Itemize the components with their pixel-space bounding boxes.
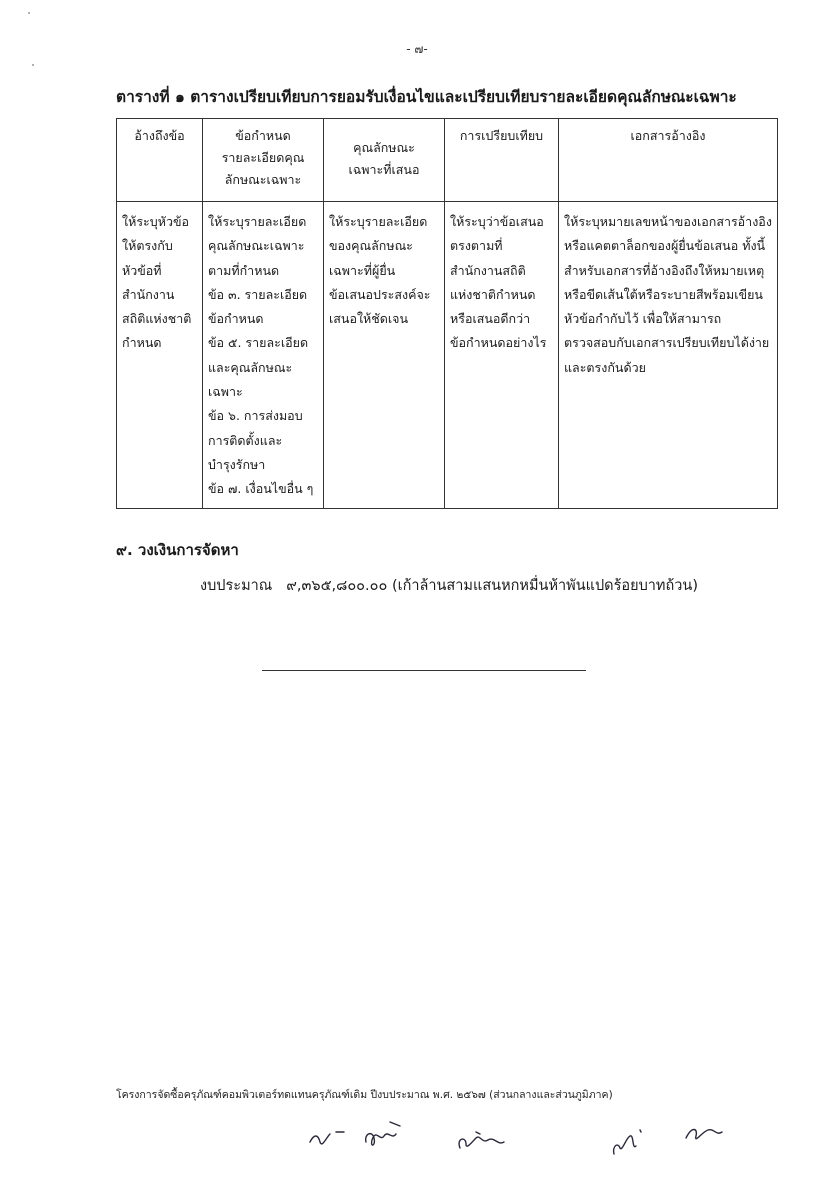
header-text-line: การเปรียบเทียบ [459, 128, 544, 143]
cell-text-line: ตามที่กำหนด [208, 262, 280, 278]
signatures-image [300, 1112, 740, 1162]
committee-signatures [300, 1112, 740, 1162]
header-text-line: อ้างถึงข้อ [134, 128, 185, 143]
cell-text-line: ให้ระบุว่าข้อเสนอ [450, 214, 544, 229]
cell-text-line: หรือขีดเส้นใต้หรือระบายสีพร้อมเขียน [564, 286, 763, 302]
section-heading: ๙. วงเงินการจัดหา [116, 541, 239, 559]
table-header-row [117, 119, 778, 202]
scan-speck [32, 64, 34, 66]
cell-text-line: หัวข้อกำกับไว้ เพื่อให้สามารถ [564, 311, 722, 327]
budget-amount: ๙,๓๖๕,๘๐๐.๐๐ (เก้าล้านสามแสนหกหมื่นห้าพันแปดร้อยบาทถ้วน) [286, 578, 698, 594]
cell-text-line: ให้ระบุรายละเอียด [208, 214, 307, 229]
end-of-content-rule [262, 670, 586, 671]
cell-text-line: สถิติแห่งชาติ [122, 311, 192, 327]
cell-text-line: หรือแคตตาล็อกของผู้ยื่นข้อเสนอ ทั้งนี้ [564, 238, 766, 254]
signature-4 [614, 1130, 641, 1154]
signature-5 [686, 1130, 722, 1139]
cell-text-line: และคุณลักษณะ [208, 359, 293, 375]
header-comparison [445, 119, 559, 202]
cell-text-line: แห่งชาติกำหนด [450, 286, 536, 302]
comparison-table [116, 118, 778, 509]
cell-text-line: ให้ระบุหมายเลขหน้าของเอกสารอ้างอิง [564, 214, 772, 229]
cell-text-line: และตรงกันด้วย [564, 359, 646, 375]
header-spec-requirement [203, 119, 324, 202]
cell-reference-clause [117, 202, 203, 509]
cell-text-line: บำรุงรักษา [208, 456, 266, 472]
cell-text-line: หัวข้อที่ [122, 262, 162, 278]
header-text-line: รายละเอียดคุณ [221, 150, 305, 165]
cell-text-line: ตรวจสอบกับเอกสารเปรียบเทียบได้ง่าย [564, 335, 770, 351]
cell-text-line: ข้อ ๖. การส่งมอบ [208, 408, 303, 424]
cell-reference-documents [559, 202, 778, 509]
cell-text-line: คุณลักษณะเฉพาะ [208, 238, 305, 254]
budget-line [200, 574, 698, 597]
table-title: ตารางที่ ๑ ตารางเปรียบเทียบการยอมรับเงื่อนไขและเปรียบเทียบรายละเอียดคุณลักษณะเฉพาะ [116, 88, 737, 106]
table-row [117, 202, 778, 509]
cell-text-line: ข้อกำหนด [208, 311, 264, 327]
cell-text-line: ข้อ ๗. เงื่อนไขอื่น ๆ [208, 481, 314, 497]
cell-text-line: สำนักงาน [122, 286, 175, 302]
header-offered-spec [324, 119, 445, 202]
page-number: - ๗- [406, 42, 428, 56]
signature-3 [459, 1132, 504, 1148]
budget-label: งบประมาณ [200, 578, 273, 594]
header-text-line: เฉพาะที่เสนอ [348, 162, 420, 177]
header-reference-documents [559, 119, 778, 202]
cell-text-line: ข้อ ๕. รายละเอียด [208, 335, 309, 351]
cell-text-line: เฉพาะที่ผู้ยื่น [329, 262, 396, 278]
cell-text-line: ให้ตรงกับ [122, 238, 173, 254]
header-text-line: เอกสารอ้างอิง [630, 128, 706, 143]
signature-2 [366, 1122, 400, 1145]
cell-offered-spec [324, 202, 445, 509]
cell-text-line: หรือเสนอดีกว่า [450, 311, 531, 327]
cell-text-line: เสนอให้ชัดเจน [329, 311, 409, 327]
cell-text-line: ข้อกำหนดอย่างไร [450, 335, 547, 351]
cell-comparison [445, 202, 559, 509]
cell-text-line: สำหรับเอกสารที่อ้างอิงถึงให้หมายเหตุ [564, 262, 765, 278]
signature-1 [310, 1132, 344, 1144]
cell-text-line: ตรงตามที่ [450, 238, 503, 254]
cell-spec-requirement [203, 202, 324, 509]
cell-text-line: เฉพาะ [208, 384, 243, 400]
cell-text-line: ของคุณลักษณะ [329, 238, 413, 254]
footer-project-title: โครงการจัดซื้อครุภัณฑ์คอมพิวเตอร์ทดแทนครุภัณฑ์เดิม ปีงบประมาณ พ.ศ. ๒๕๖๗ (ส่วนกลางและส่วนภูมิภาค) [116, 1089, 613, 1101]
cell-text-line: ให้ระบุรายละเอียด [329, 214, 428, 229]
cell-text-line: การติดตั้งและ [208, 432, 283, 448]
header-reference-clause [117, 119, 203, 202]
scan-speck [28, 12, 30, 14]
header-text-line: ลักษณะเฉพาะ [224, 172, 302, 187]
cell-text-line: กำหนด [122, 335, 162, 351]
header-text-line: ข้อกำหนด [235, 128, 291, 143]
cell-text-line: ข้อเสนอประสงค์จะ [329, 286, 431, 302]
cell-text-line: สำนักงานสถิติ [450, 262, 526, 278]
cell-text-line: ข้อ ๓. รายละเอียด [208, 286, 308, 302]
cell-text-line: ให้ระบุหัวข้อ [122, 214, 190, 229]
header-text-line: คุณลักษณะ [353, 140, 415, 155]
